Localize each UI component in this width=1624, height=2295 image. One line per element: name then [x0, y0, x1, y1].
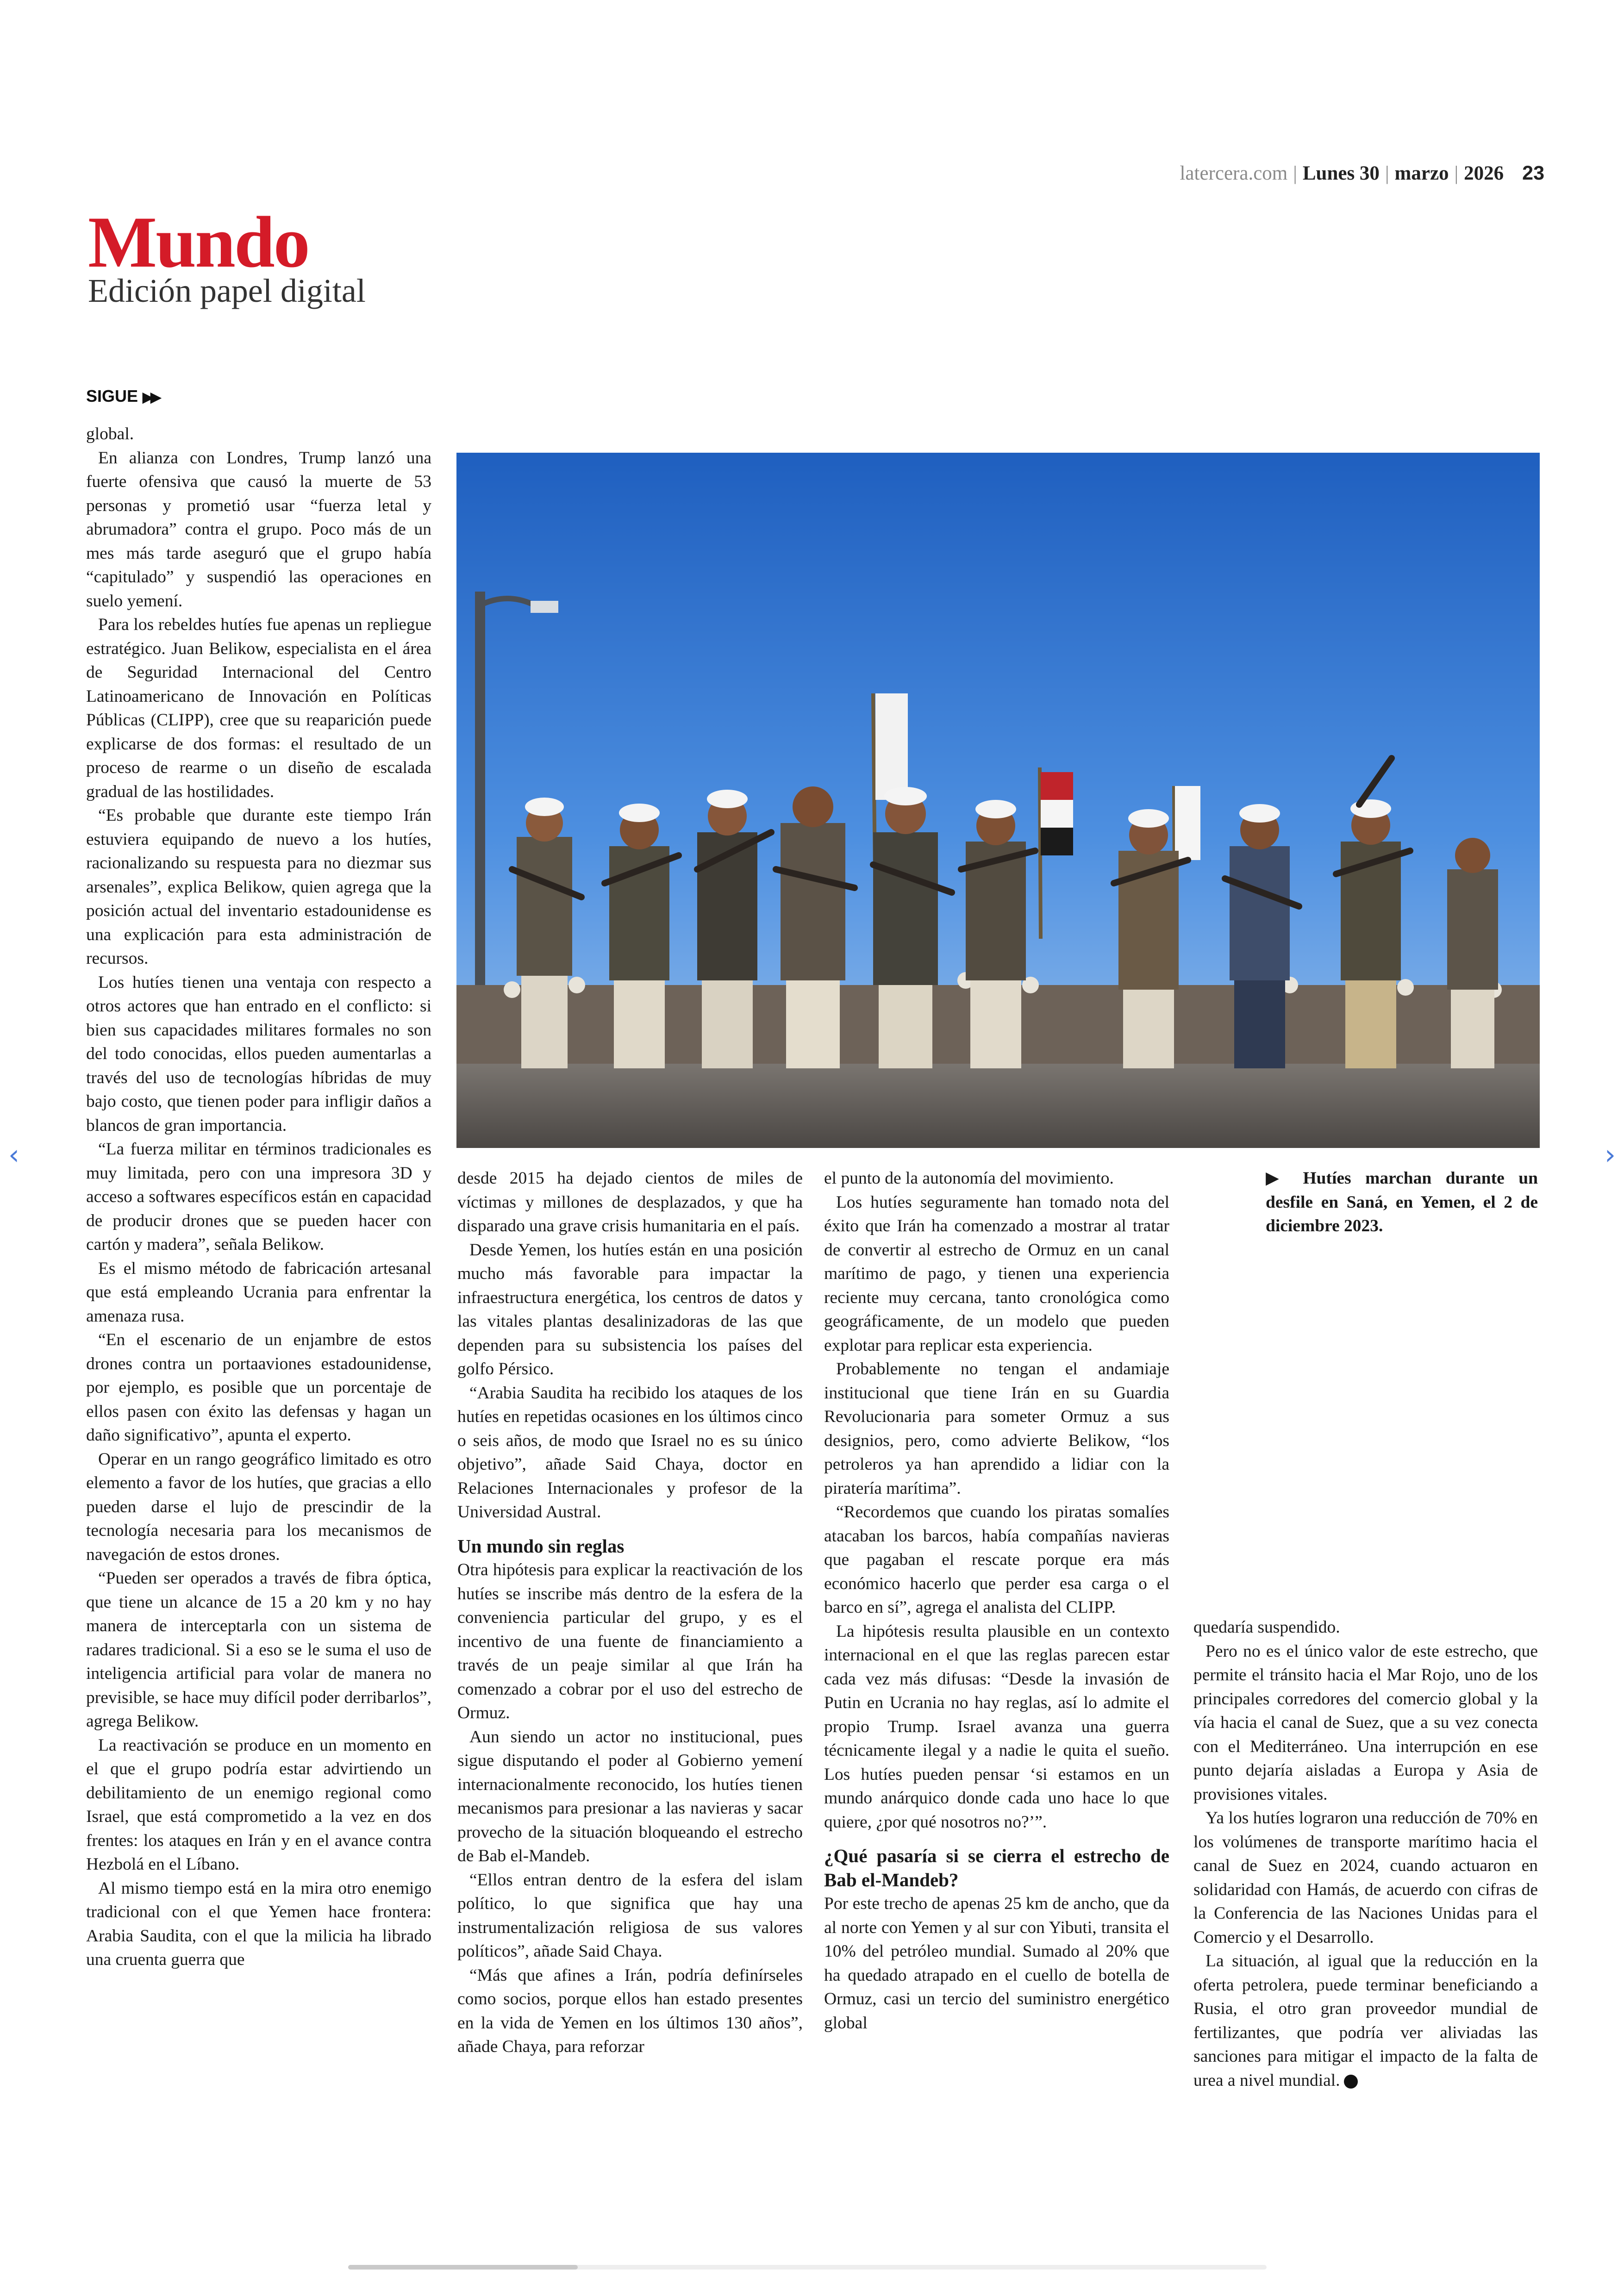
issue-month: marzo: [1394, 162, 1449, 184]
paragraph: Pero no es el único valor de este estrecho, que permite el tránsito hacia el Mar Rojo, uno de los principales corredores del comercio global y la vía hacia el canal de Suez, que a su vez conecta con el Mediterráneo. Una interrupción en ese punto dejaría aisladas a Europa y Asia de provisiones vitales.: [1193, 1641, 1538, 1804]
paragraph: global.: [86, 424, 134, 443]
paragraph: Otra hipótesis para explicar la reactivación de los hutíes se inscribe más dentro de la esfera de la conveniencia particular del grupo, y es el incentivo de una fuente de financiamiento a través de un peaje similar al que Irán ha comenzado a cobrar por el uso del estrecho de Ormuz.: [457, 1560, 803, 1722]
continue-text: SIGUE: [86, 387, 138, 405]
paragraph: quedaría suspendido.: [1193, 1618, 1340, 1637]
paragraph: “Arabia Saudita ha recibido los ataques de los hutíes en repetidas ocasiones en los últimos cinco o seis años, de modo que Israel no es su único objetivo”, añade Said Chaya, doctor en Relaciones Internacionales y profesor de la Universidad Austral.: [457, 1383, 803, 1522]
paragraph: Por este trecho de apenas 25 km de ancho, que da al norte con Yemen y al sur con Yibuti, transita el 10% del petróleo mundial. Sumado al 20% que ha quedado atrapado en el cuello de botella de Ormuz, casi un tercio del suministro energético global: [824, 1894, 1169, 2033]
issue-year: 2026: [1464, 162, 1504, 184]
end-dot-icon: [1344, 2075, 1358, 2089]
paragraph: Ya los hutíes lograron una reducción de 70% en los volúmenes de transporte marítimo hacia el canal de Suez en 2024, cuando actuaron en solidaridad con Hamás, de acuerdo con cifras de la Conferencia de las Naciones Unidas para el Comercio y el Desarrollo.: [1193, 1809, 1538, 1947]
chevron-left-icon[interactable]: ‹: [8, 1139, 19, 1171]
double-arrow-icon: ▶▶: [143, 390, 159, 405]
paragraph: Es el mismo método de fabricación artesanal que está empleando Ucrania para enfrentar la amenaza rusa.: [86, 1259, 431, 1326]
paragraph: Probablemente no tengan el andamiaje institucional que tiene Irán en su Guardia Revolucionaria para someter Ormuz a sus designios, pero, como advierte Belikow, “los petroleros ya han aprendido a lidiar con la piratería marítima”.: [824, 1360, 1169, 1498]
paragraph: “En el escenario de un enjambre de estos drones contra un portaaviones estadounidense, por ejemplo, es posible que un porcentaje de ellos pasen con éxito las defensas y hagan un daño significativo”, apunta el experto.: [86, 1330, 431, 1445]
reading-progress-bar: [348, 2265, 1267, 2270]
photo-caption: [1266, 1166, 1538, 1238]
paragraph: Aun siendo un actor no institucional, pues sigue disputando el poder al Gobierno yemení internacionalmente reconocido, los hutíes tienen mecanismos para presionar a las navieras y sacar provecho de la situación bloqueando el estrecho de Bab el-Mandeb.: [457, 1727, 803, 1865]
article-column-4: [1193, 1615, 1538, 2092]
paragraph: Los hutíes tienen una ventaja con respecto a otros actores que han entrado en el conflicto: si bien sus capacidades militares formales no son del todo conocidas, ellos pueden aumentarlas a través del uso de tecnologías híbridas de muy bajo costo, que tienen poder para infligir daños a blancos de gran importancia.: [86, 973, 431, 1135]
paragraph: [1193, 1949, 1538, 2092]
photo-illustration: [456, 453, 1540, 1148]
chevron-right-icon[interactable]: ›: [1605, 1139, 1616, 1171]
paragraph: Desde Yemen, los hutíes están en una posición mucho más favorable para impactar la infraestructura energética, los centros de datos y las vitales plantas desalinizadoras de las que dependen para su subsistencia los países del golfo Pérsico.: [457, 1240, 803, 1378]
paragraph: “Pueden ser operados a través de fibra óptica, que tiene un alcance de 15 a 20 km y no hay manera de interceptarla con un sistema de radares tradicional. Si a eso se le suma el uso de inteligencia artificial para volar de manera no previsible, se hace muy difícil poder derribarlos”, agrega Belikow.: [86, 1569, 431, 1731]
paragraph: “Es probable que durante este tiempo Irán estuviera equipando de nuevo a los hutíes, racionalizando su respuesta para no diezmar sus arsenales”, explica Belikow, quien agrega que la posición actual del inventario estadounidense es una explicación para esta administración de recursos.: [86, 806, 431, 968]
continue-label: [86, 387, 158, 406]
paragraph: La hipótesis resulta plausible en un contexto internacional en el que las reglas parecen estar cada vez más difusas: “Desde la invasión de Putin en Ucrania no hay reglas, así lo admite el propio Trump. Israel avanza una guerra técnicamente ilegal y a nadie le quita el sueño. Los hutíes pueden pensar ‘si estamos en un mundo anárquico donde cada uno hace lo que quiere, ¿por qué nosotros no?’”.: [824, 1621, 1169, 1832]
page-number: 23: [1522, 162, 1544, 184]
paragraph: desde 2015 ha dejado cientos de miles de víctimas y millones de desplazados, y que ha disparado una grave crisis humanitaria en el país.: [457, 1169, 803, 1235]
section-title: Mundo: [88, 202, 309, 283]
subheading: ¿Qué pasaría si se cierra el estrecho de Bab el-Mandeb?: [824, 1845, 1169, 1890]
paragraph: En alianza con Londres, Trump lanzó una fuerte ofensiva que causó la muerte de 53 personas y prometió usar “fuerza letal y abrumadora” contra el grupo. Poco más de un mes más tarde aseguró que el grupo había “capitulado” y suspendió las operaciones en suelo yemení.: [86, 448, 431, 611]
paragraph: Al mismo tiempo está en la mira otro enemigo tradicional con el que Yemen hace frontera: Arabia Saudita, con el que la milicia ha librado una cruenta guerra que: [86, 1878, 431, 1969]
reading-progress-fill: [348, 2265, 578, 2270]
paragraph: La reactivación se produce en un momento en el que el grupo podría estar advirtiendo un debilitamiento de un enemigo regional como Israel, que está comprometido a la vez en dos frentes: los ataques en Irán y en el avance contra Hezbolá en el Líbano.: [86, 1735, 431, 1874]
page-folio: latercera.com | Lunes 30 | marzo | 2026 23: [1180, 162, 1544, 184]
paragraph: “Recordemos que cuando los piratas somalíes atacaban los barcos, había compañías navieras que pagaban el rescate porque era más económico hacerlo que perder esa carga o el barco en sí”, agrega el analista del CLIPP.: [824, 1503, 1169, 1617]
paragraph: “Ellos entran dentro de la esfera del islam político, lo que significa que hay una instrumentalización religiosa de sus valores políticos”, añade Said Chaya.: [457, 1870, 803, 1961]
paragraph: “Más que afines a Irán, podría definírseles como socios, porque ellos han estado presentes en la vida de Yemen en los últimos 130 años”, añade Chaya, para reforzar: [457, 1965, 803, 2056]
triangle-right-icon: ▶: [1266, 1169, 1303, 1188]
issue-day: Lunes 30: [1302, 162, 1380, 184]
article-column-1: [86, 422, 431, 1972]
paragraph: Los hutíes seguramente han tomado nota del éxito que Irán ha comenzado a mostrar al tratar de convertir al estrecho de Ormuz en un canal marítimo de pago, y tienen una experiencia reciente muy cercana, tanto cronológica como geográficamente, de un modelo que pueden explotar para replicar esta experiencia.: [824, 1192, 1169, 1355]
paragraph: “La fuerza militar en términos tradicionales es muy limitada, pero con una impresora 3D y acceso a softwares específicos están en capacidad de producir drones que se pueden hacer con cartón y madera”, señala Belikow.: [86, 1140, 431, 1254]
paragraph: el punto de la autonomía del movimiento.: [824, 1169, 1114, 1188]
paragraph: Operar en un rango geográfico limitado es otro elemento a favor de los hutíes, que gracias a ello pueden darse el lujo de prescindir de la tecnología necesaria para los mecanismos de navegación de estos drones.: [86, 1449, 431, 1564]
paragraph-text: La situación, al igual que la reducción en la oferta petrolera, puede terminar beneficiando a Rusia, el otro gran proveedor mundial de fertilizantes, que podría ver aliviadas las sanciones para mitigar el impacto de la falta de urea a nivel mundial.: [1193, 1952, 1538, 2090]
caption-text: Hutíes marchan durante un desfile en Saná, en Yemen, el 2 de diciembre 2023.: [1266, 1169, 1538, 1235]
article-photo: [456, 453, 1540, 1148]
subheading: Un mundo sin reglas: [457, 1535, 625, 1557]
site-name: latercera.com: [1180, 162, 1288, 184]
article-column-2: [457, 1166, 803, 2059]
section-subtitle: Edición papel digital: [88, 272, 366, 309]
paragraph: Para los rebeldes hutíes fue apenas un repliegue estratégico. Juan Belikow, especialista en el área de Seguridad Internacional del Centro Latinoamericano de Innovación en Políticas Públicas (CLIPP), cree que su reaparición puede explicarse de dos formas: el resultado de un proceso de rearme o un diseño de escalada gradual de las hostilidades.: [86, 615, 431, 801]
article-column-3: [824, 1166, 1169, 2035]
